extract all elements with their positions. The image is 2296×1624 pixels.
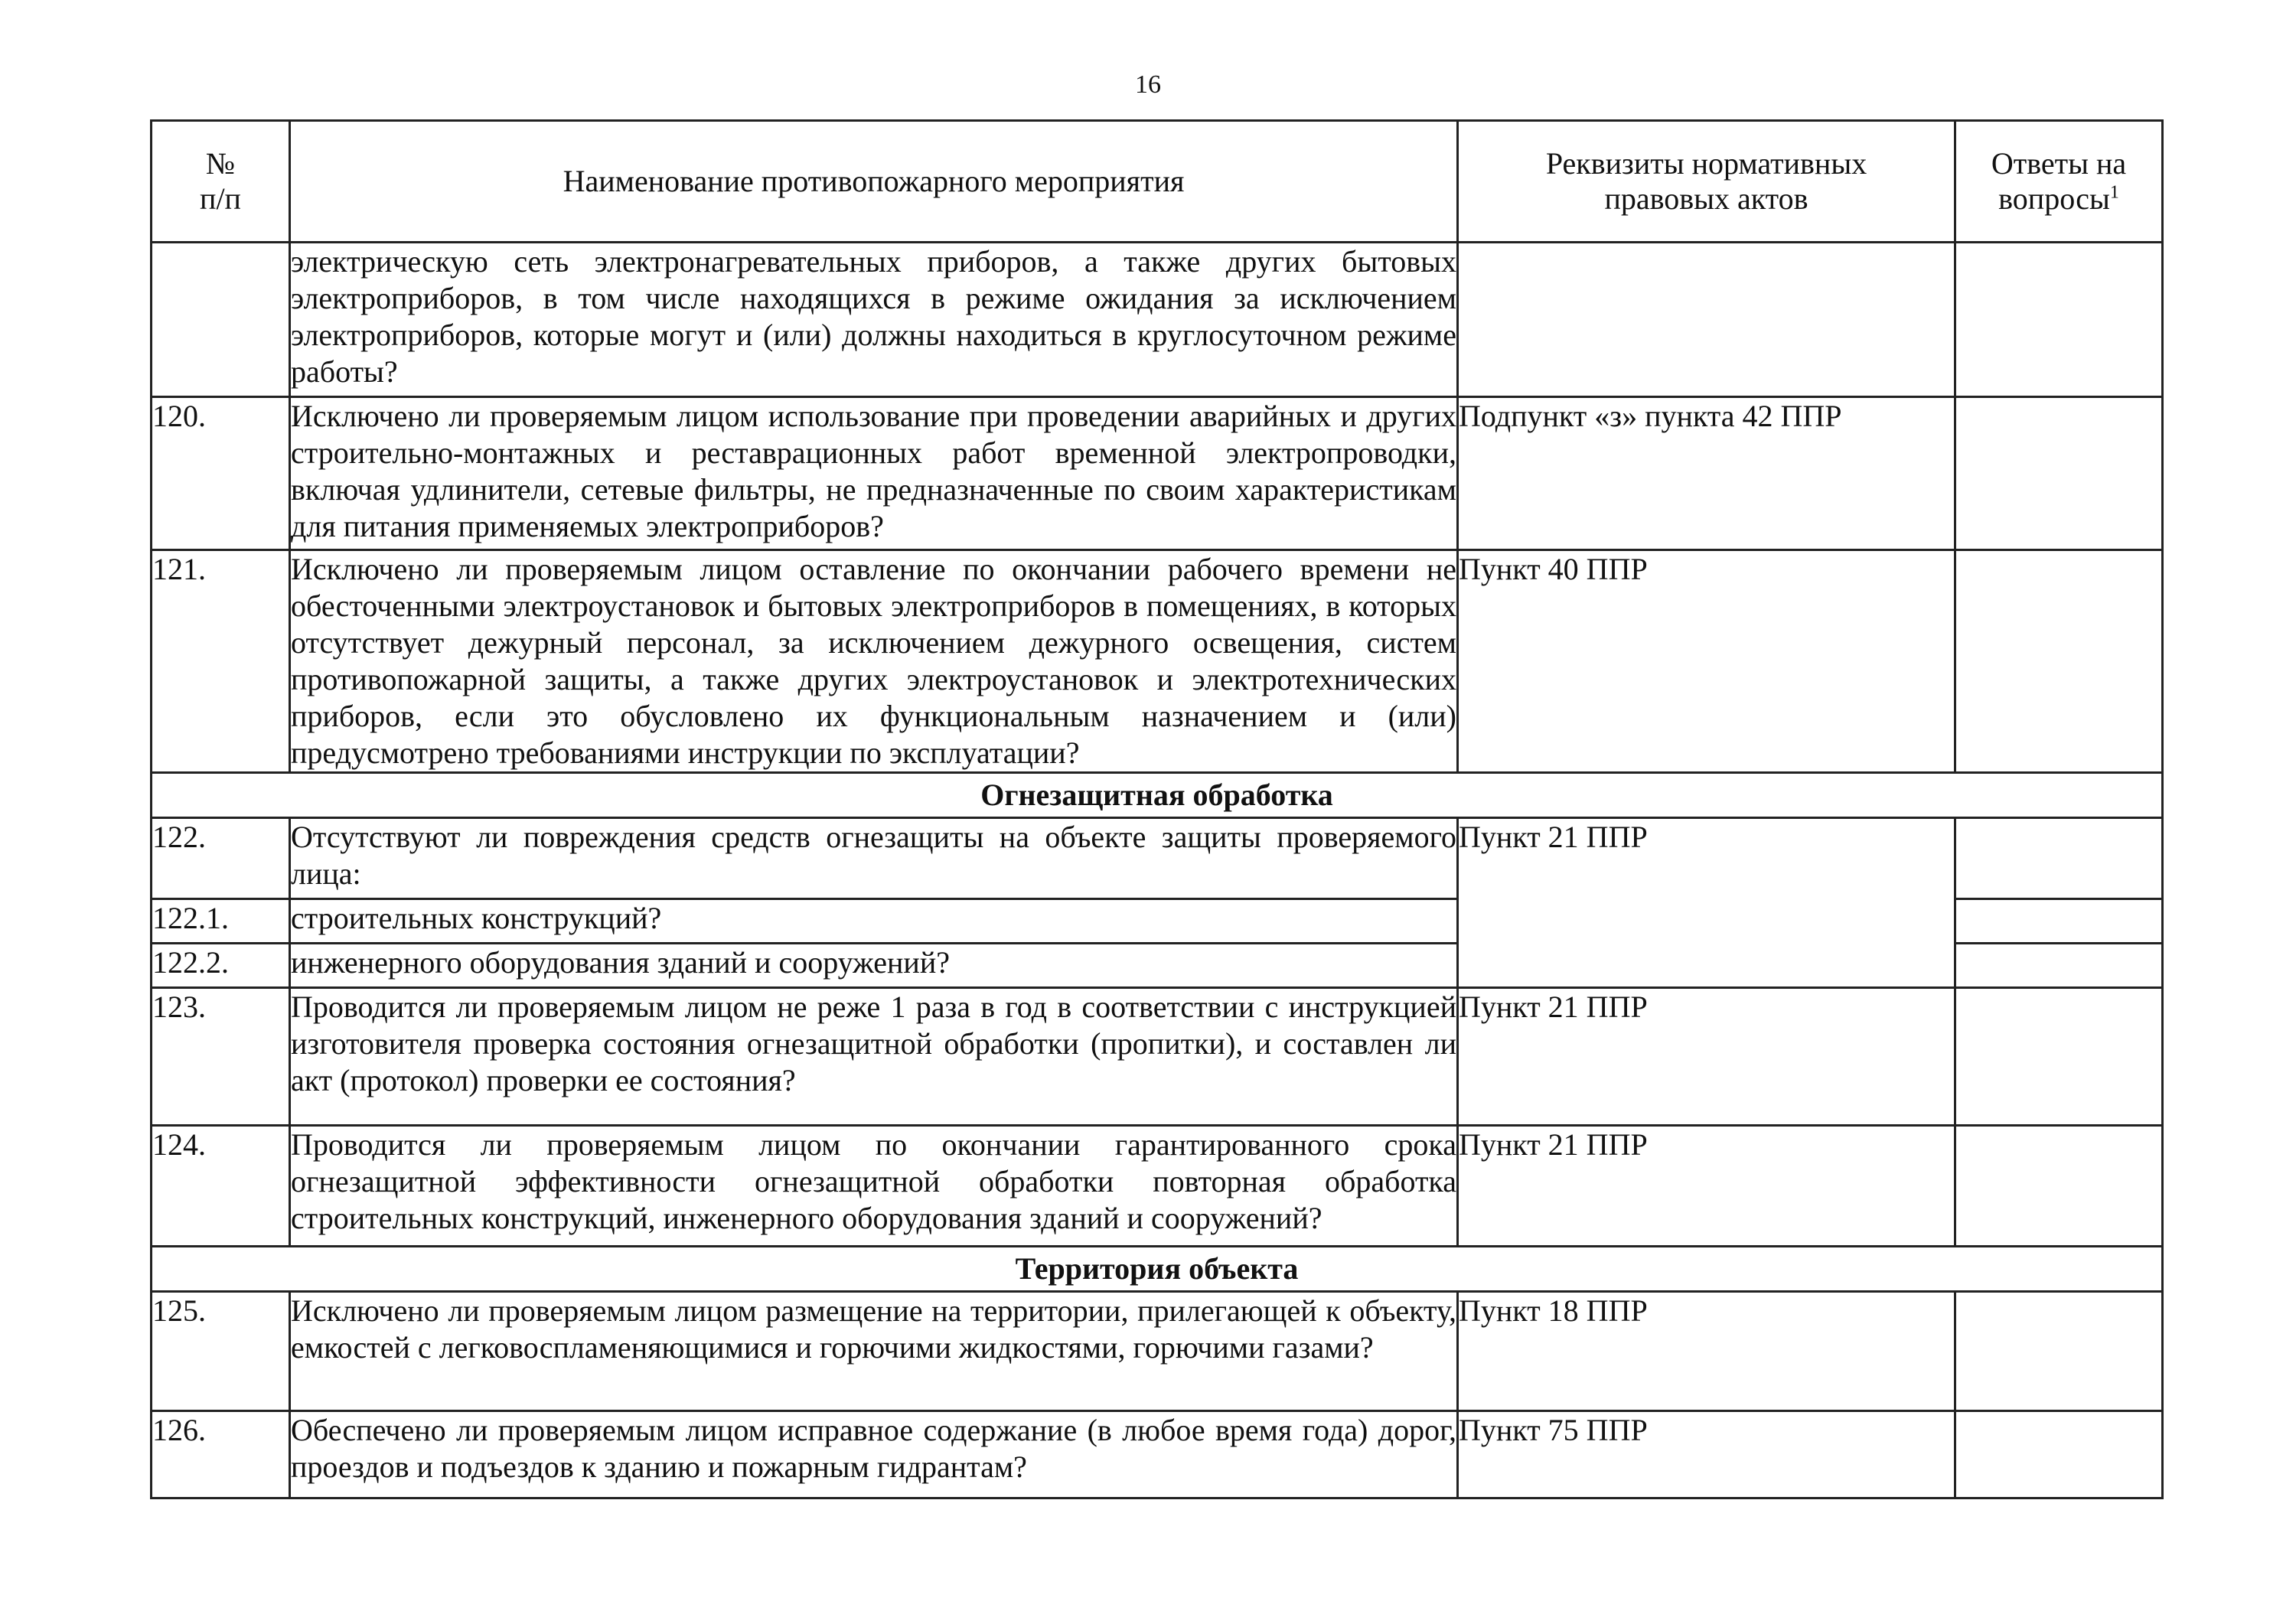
row-question: Исключено ли проверяемым лицом использование при проведении аварийных и других строительно-монтажных и реставрационных работ временной электропроводки, включая удлинители, сетевые фильтры, не предназначенные по своим характеристикам для питания применяемых электроприборов?: [290, 397, 1458, 550]
header-answers: [1955, 121, 2163, 243]
header-requisites-line1: Реквизиты нормативных: [1545, 146, 1867, 181]
table-row: [152, 1411, 2163, 1498]
table-row: [152, 243, 2163, 397]
row-number: 122.1.: [152, 899, 290, 944]
row-answer-cell[interactable]: [1955, 818, 2163, 899]
row-number: 124.: [152, 1126, 290, 1247]
row-reference: Пункт 21 ППР: [1458, 818, 1955, 988]
header-answers-line2: [1956, 181, 2161, 217]
header-measure-name: Наименование противопожарного мероприятия: [290, 121, 1458, 243]
row-number: 123.: [152, 988, 290, 1126]
row-question: Отсутствуют ли повреждения средств огнезащиты на объекте защиты проверяемого лица:: [290, 818, 1458, 899]
header-answers-label: вопросы: [1998, 181, 2110, 216]
row-question: Проводится ли проверяемым лицом не реже 1 раза в год в соответствии с инструкцией изготовителя проверка состояния огнезащитной обработки (пропитки), и составлен ли акт (протокол) проверки ее состояния?: [290, 988, 1458, 1126]
header-number-line1: №: [205, 146, 236, 181]
row-number: 122.: [152, 818, 290, 899]
row-question: электрическую сеть электронагревательных приборов, а также других бытовых электроприборов, в том числе находящихся в режиме ожидания за исключением электроприборов, которые могут и (или) должны находиться в круглосуточном режиме работы?: [290, 243, 1458, 397]
row-number: 122.2.: [152, 944, 290, 988]
row-answer-cell[interactable]: [1955, 1126, 2163, 1247]
row-answer-cell[interactable]: [1955, 550, 2163, 773]
table-row: [152, 397, 2163, 550]
row-number: 125.: [152, 1292, 290, 1411]
table-row: [152, 550, 2163, 773]
row-answer-cell[interactable]: [1955, 988, 2163, 1126]
row-reference: [1458, 243, 1955, 397]
header-number: [152, 121, 290, 243]
row-answer-cell[interactable]: [1955, 944, 2163, 988]
header-requisites: [1458, 121, 1955, 243]
section-row-fire-protection: [152, 773, 2163, 818]
section-title-territory: Территория объекта: [152, 1247, 2163, 1292]
table-row: [152, 818, 2163, 899]
row-reference: Пункт 21 ППР: [1458, 1126, 1955, 1247]
row-reference: Пункт 21 ППР: [1458, 988, 1955, 1126]
fire-safety-checklist-table: [150, 119, 2164, 1499]
table-header-row: [152, 121, 2163, 243]
row-answer-cell[interactable]: [1955, 1292, 2163, 1411]
header-requisites-line2: правовых актов: [1604, 181, 1808, 216]
row-question: строительных конструкций?: [290, 899, 1458, 944]
table-row: [152, 1292, 2163, 1411]
row-reference: Пункт 18 ППР: [1458, 1292, 1955, 1411]
table-row: [152, 988, 2163, 1126]
header-answers-line1: Ответы на: [1991, 146, 2127, 181]
row-question: Исключено ли проверяемым лицом размещение на территории, прилегающей к объекту, емкостей с легковоспламеняющимися и горючими жидкостями, горючими газами?: [290, 1292, 1458, 1411]
row-number: [152, 243, 290, 397]
row-number: 120.: [152, 397, 290, 550]
row-answer-cell[interactable]: [1955, 397, 2163, 550]
row-number: 121.: [152, 550, 290, 773]
page-number: 16: [1135, 70, 1161, 99]
section-row-territory: [152, 1247, 2163, 1292]
section-title-fire-protection: Огнезащитная обработка: [152, 773, 2163, 818]
row-answer-cell[interactable]: [1955, 243, 2163, 397]
row-question: инженерного оборудования зданий и сооружений?: [290, 944, 1458, 988]
row-reference: Подпункт «з» пункта 42 ППР: [1458, 397, 1955, 550]
row-number: 126.: [152, 1411, 290, 1498]
footnote-marker: 1: [2109, 182, 2119, 203]
row-question: Обеспечено ли проверяемым лицом исправное содержание (в любое время года) дорог, проездов и подъездов к зданию и пожарным гидрантам?: [290, 1411, 1458, 1498]
row-question: Проводится ли проверяемым лицом по окончании гарантированного срока огнезащитной эффективности огнезащитной обработки повторная обработка строительных конструкций, инженерного оборудования зданий и сооружений?: [290, 1126, 1458, 1247]
row-answer-cell[interactable]: [1955, 1411, 2163, 1498]
row-reference: Пункт 75 ППР: [1458, 1411, 1955, 1498]
row-reference: Пункт 40 ППР: [1458, 550, 1955, 773]
row-question: Исключено ли проверяемым лицом оставление по окончании рабочего времени не обесточенными электроустановок и бытовых электроприборов в помещениях, в которых отсутствует дежурный персонал, за исключением дежурного освещения, систем противопожарной защиты, а также других электроустановок и электротехнических приборов, если это обусловлено их функциональным назначением и (или) предусмотрено требованиями инструкции по эксплуатации?: [290, 550, 1458, 773]
table-row: [152, 1126, 2163, 1247]
row-answer-cell[interactable]: [1955, 899, 2163, 944]
header-number-line2: п/п: [200, 181, 241, 216]
